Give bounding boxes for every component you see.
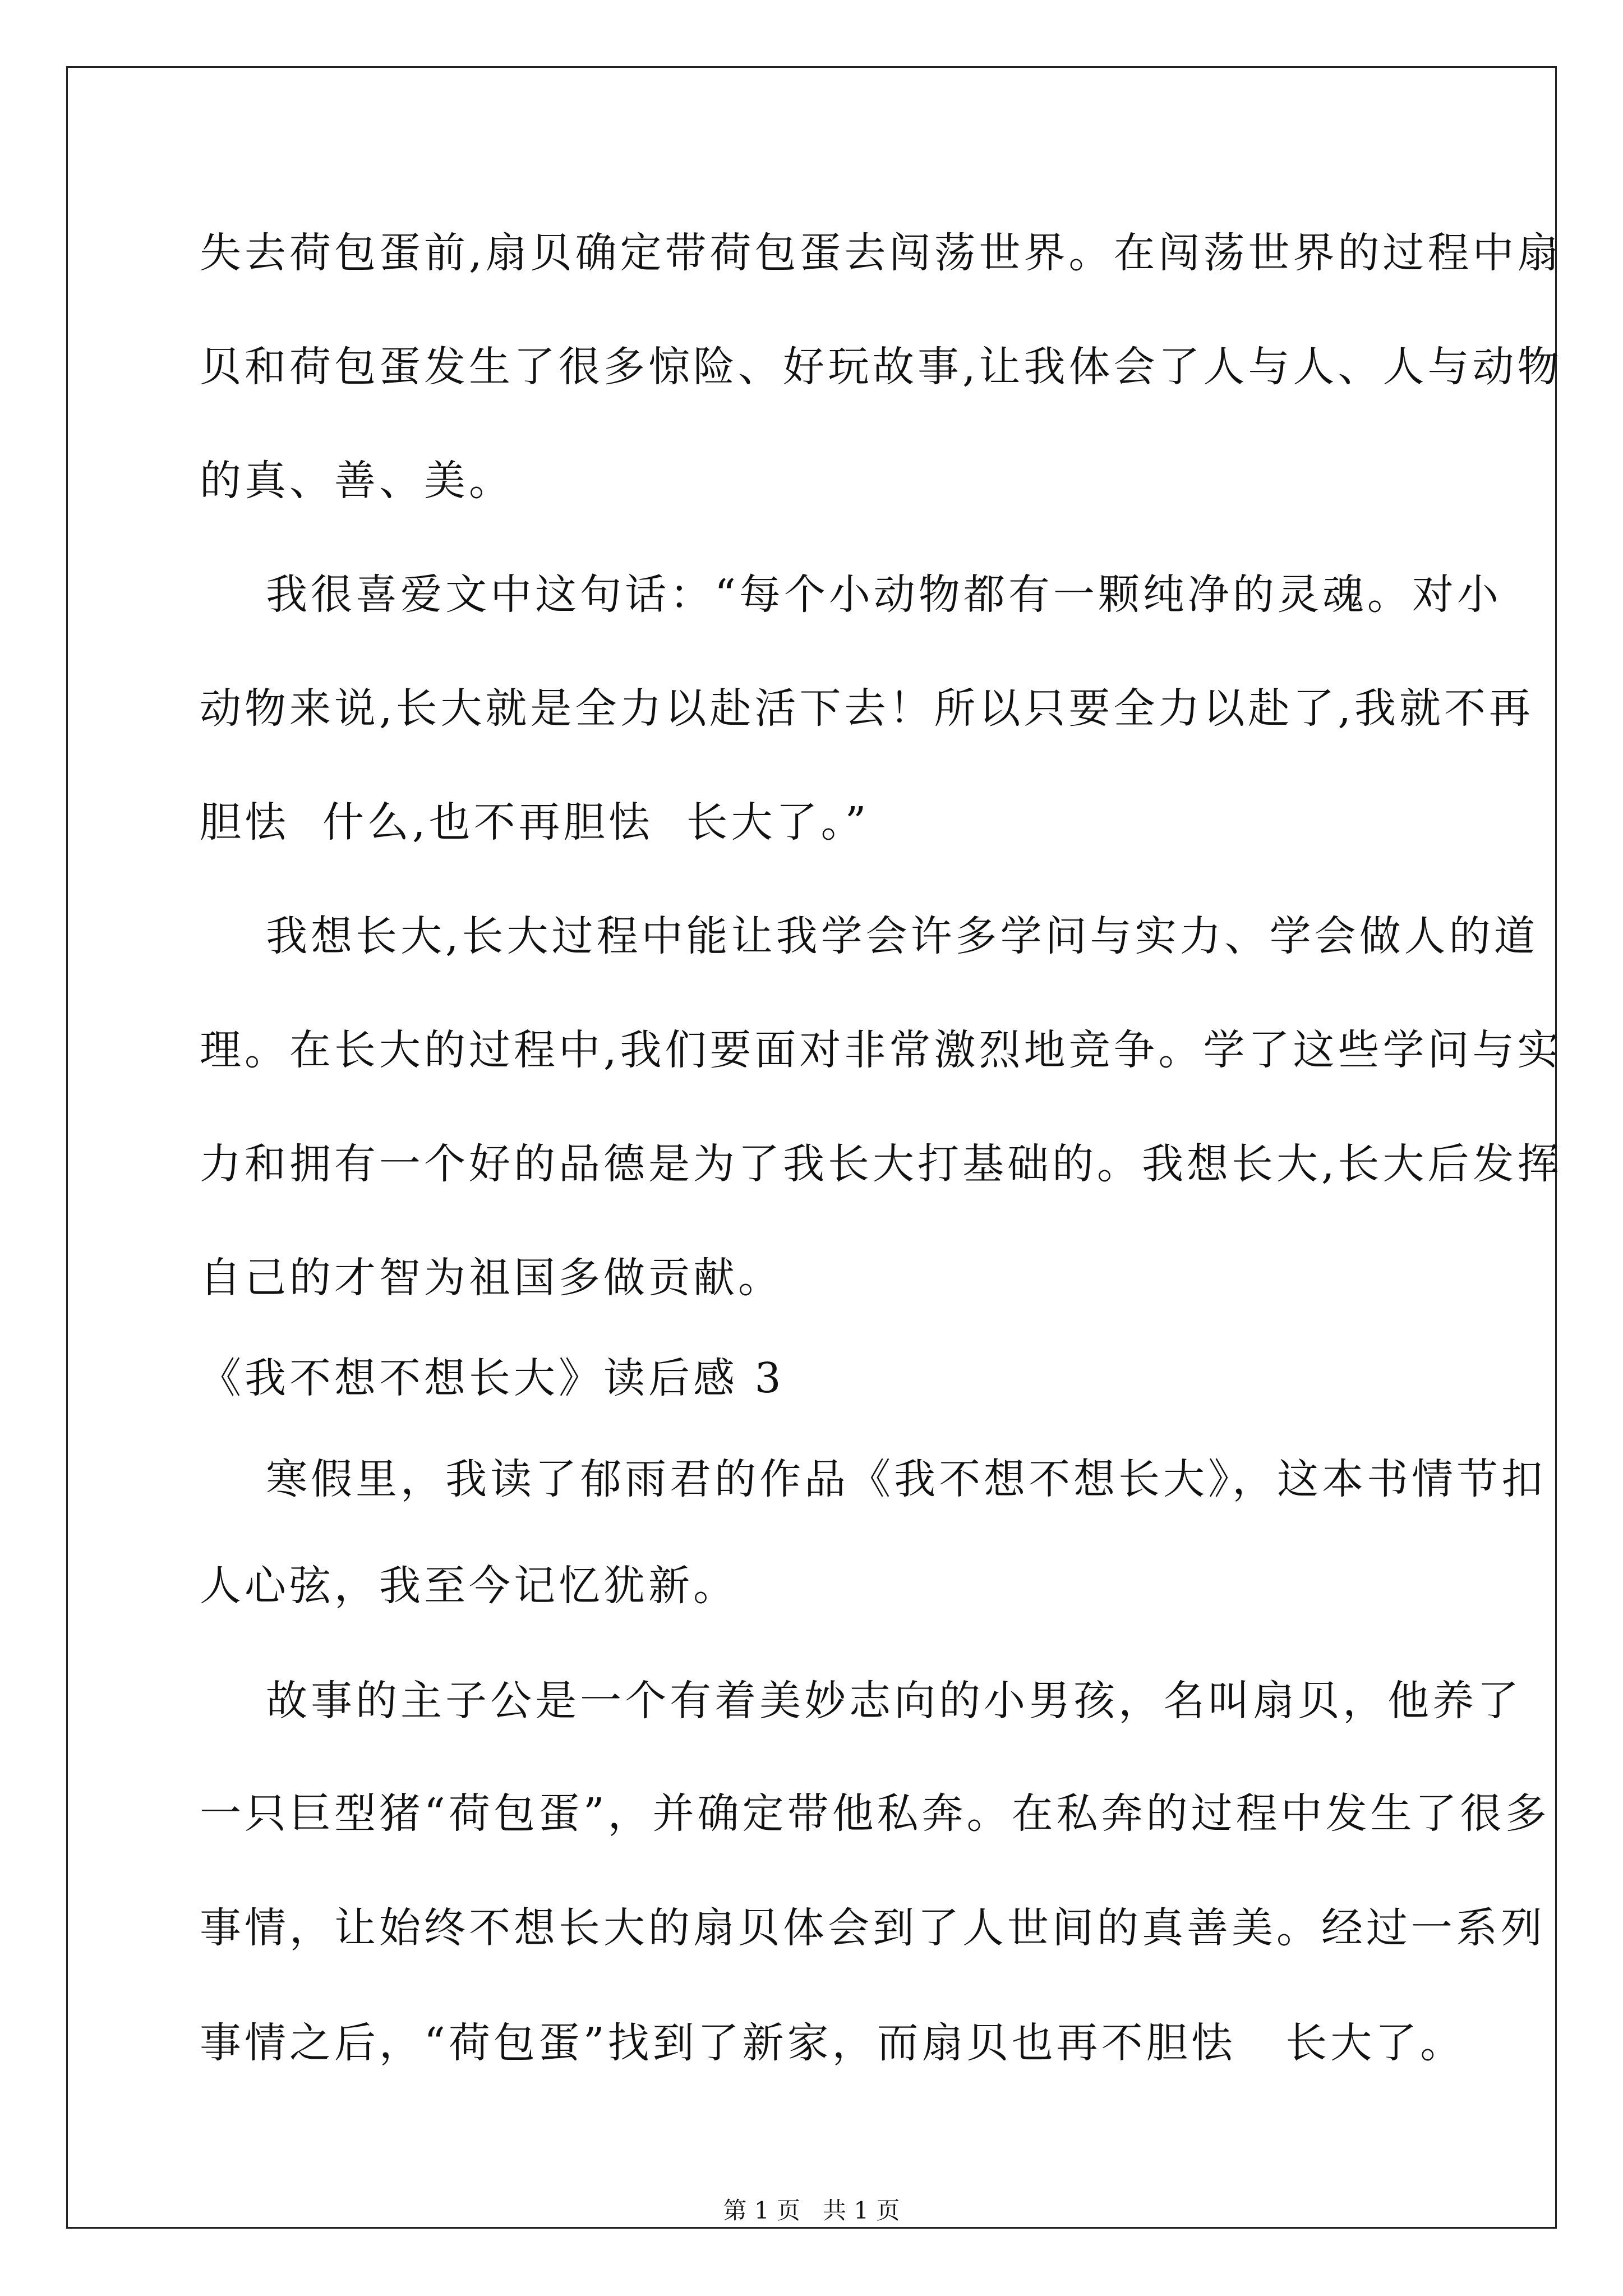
text-line: 事情，让始终不想长大的扇贝体会到了人世间的真善美。经过一系列: [200, 1904, 1546, 1952]
text-line: 理。在长大的过程中,我们要面对非常激烈地竞争。学了这些学问与实: [200, 1026, 1562, 1074]
text-line: 事情之后，“荷包蛋”找到了新家，而扇贝也再不胆怯 长大了。: [200, 2019, 1465, 2067]
text-line: 故事的主子公是一个有着美妙志向的小男孩，名叫扇贝，他养了: [200, 1677, 1523, 1725]
text-line: 我很喜爱文中这句话：“每个小动物都有一颗纯净的灵魂。对小: [200, 570, 1502, 619]
text-line: 失去荷包蛋前,扇贝确定带荷包蛋去闯荡世界。在闯荡世界的过程中扇: [200, 229, 1562, 277]
page-footer: 第 1 页 共 1 页: [723, 2197, 900, 2224]
text-line: 人心弦，我至今记忆犹新。: [200, 1562, 738, 1610]
text-line: 胆怯 什么,也不再胆怯 长大了。”: [200, 798, 870, 846]
text-line: 自己的才智为祖国多做贡献。: [200, 1254, 783, 1302]
text-line: 动物来说,长大就是全力以赴活下去！所以只要全力以赴了,我就不再: [200, 684, 1534, 733]
text-line: 的真、善、美。: [200, 457, 514, 505]
section-heading: 《我不想不想长大》读后感 3: [200, 1354, 785, 1402]
text-line: 贝和荷包蛋发生了很多惊险、好玩故事,让我体会了人与人、人与动物: [200, 343, 1562, 391]
text-line: 力和拥有一个好的品德是为了我长大打基础的。我想长大,长大后发挥: [200, 1140, 1562, 1188]
text-line: 寒假里，我读了郁雨君的作品《我不想不想长大》，这本书情节扣: [200, 1455, 1547, 1503]
text-line: 一只巨型猪“荷包蛋”，并确定带他私奔。在私奔的过程中发生了很多: [200, 1789, 1550, 1838]
text-line: 我想长大,长大过程中能让我学会许多学问与实力、学会做人的道: [200, 912, 1539, 960]
